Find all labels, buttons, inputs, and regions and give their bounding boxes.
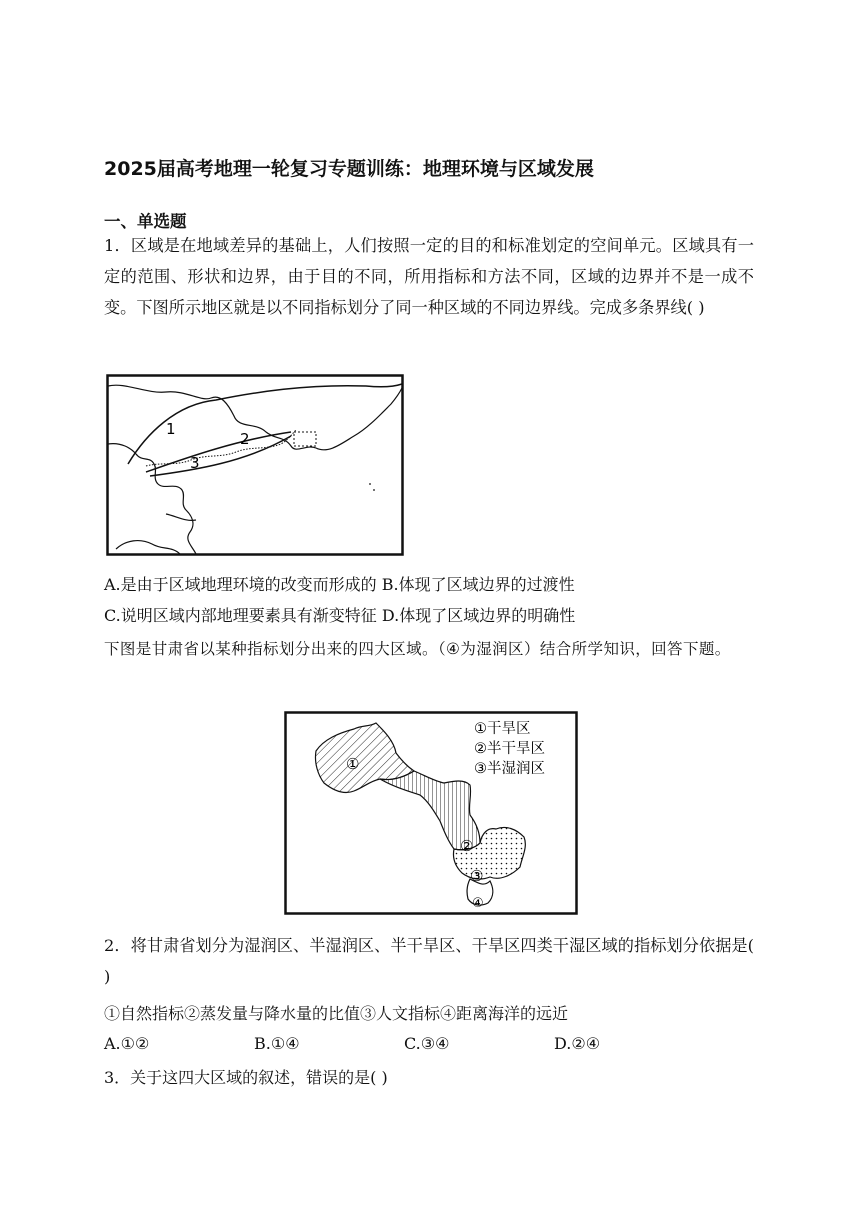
map-label-2: 2 [240,430,250,448]
region-label-4: ④ [472,896,484,911]
legend-semi-arid: ②半干旱区 [474,741,545,757]
map-label-3: 3 [190,454,200,472]
gansu-region-map [284,711,578,915]
region-label-2: ② [460,837,474,855]
question-2-intro: 下图是甘肃省以某种指标划分出来的四大区域。（④为湿润区）结合所学知识，回答下题。 [104,640,731,658]
question-2-option-d: D.②④ [554,1034,601,1053]
question-2-stem: 2．将甘肃省划分为湿润区、半湿润区、半干旱区、干旱区四类干湿区域的指标划分依据是( ) [104,936,754,986]
question-1-options-cd: C.说明区域内部地理要素具有渐变特征 D.体现了区域边界的明确性 [104,606,576,625]
question-1-stem: 1．区域是在地域差异的基础上，人们按照一定的目的和标准划定的空间单元。区域具有一定的范围、形状和边界，由于目的不同，所用指标和方法不同，区域的边界并不是一成不变。下图所示地区就是以不同指标划分了同一种区域的不同边界线。完成多条界线( ) [104,236,754,317]
region-label-3: ③ [470,867,484,885]
legend-semi-humid: ③半湿润区 [474,761,545,777]
question-2-items: ①自然指标②蒸发量与降水量的比值③人文指标④距离海洋的远近 [104,1004,569,1023]
question-2-option-b: B.①④ [254,1034,300,1053]
document-title: 2025届高考地理一轮复习专题训练：地理环境与区域发展 [104,158,594,180]
region-label-1: ① [346,755,360,773]
question-1-options-ab: A.是由于区域地理环境的改变而形成的 B.体现了区域边界的过渡性 [104,575,575,594]
question-2-option-c: C.③④ [404,1034,450,1053]
map-label-1: 1 [166,420,176,438]
legend-arid: ①干旱区 [474,721,531,737]
boundary-map [106,374,404,556]
section-heading: 一、单选题 [104,212,187,231]
question-3-stem: 3．关于这四大区域的叙述，错误的是( ) [104,1068,388,1087]
question-2-option-a: A.①② [104,1034,150,1053]
